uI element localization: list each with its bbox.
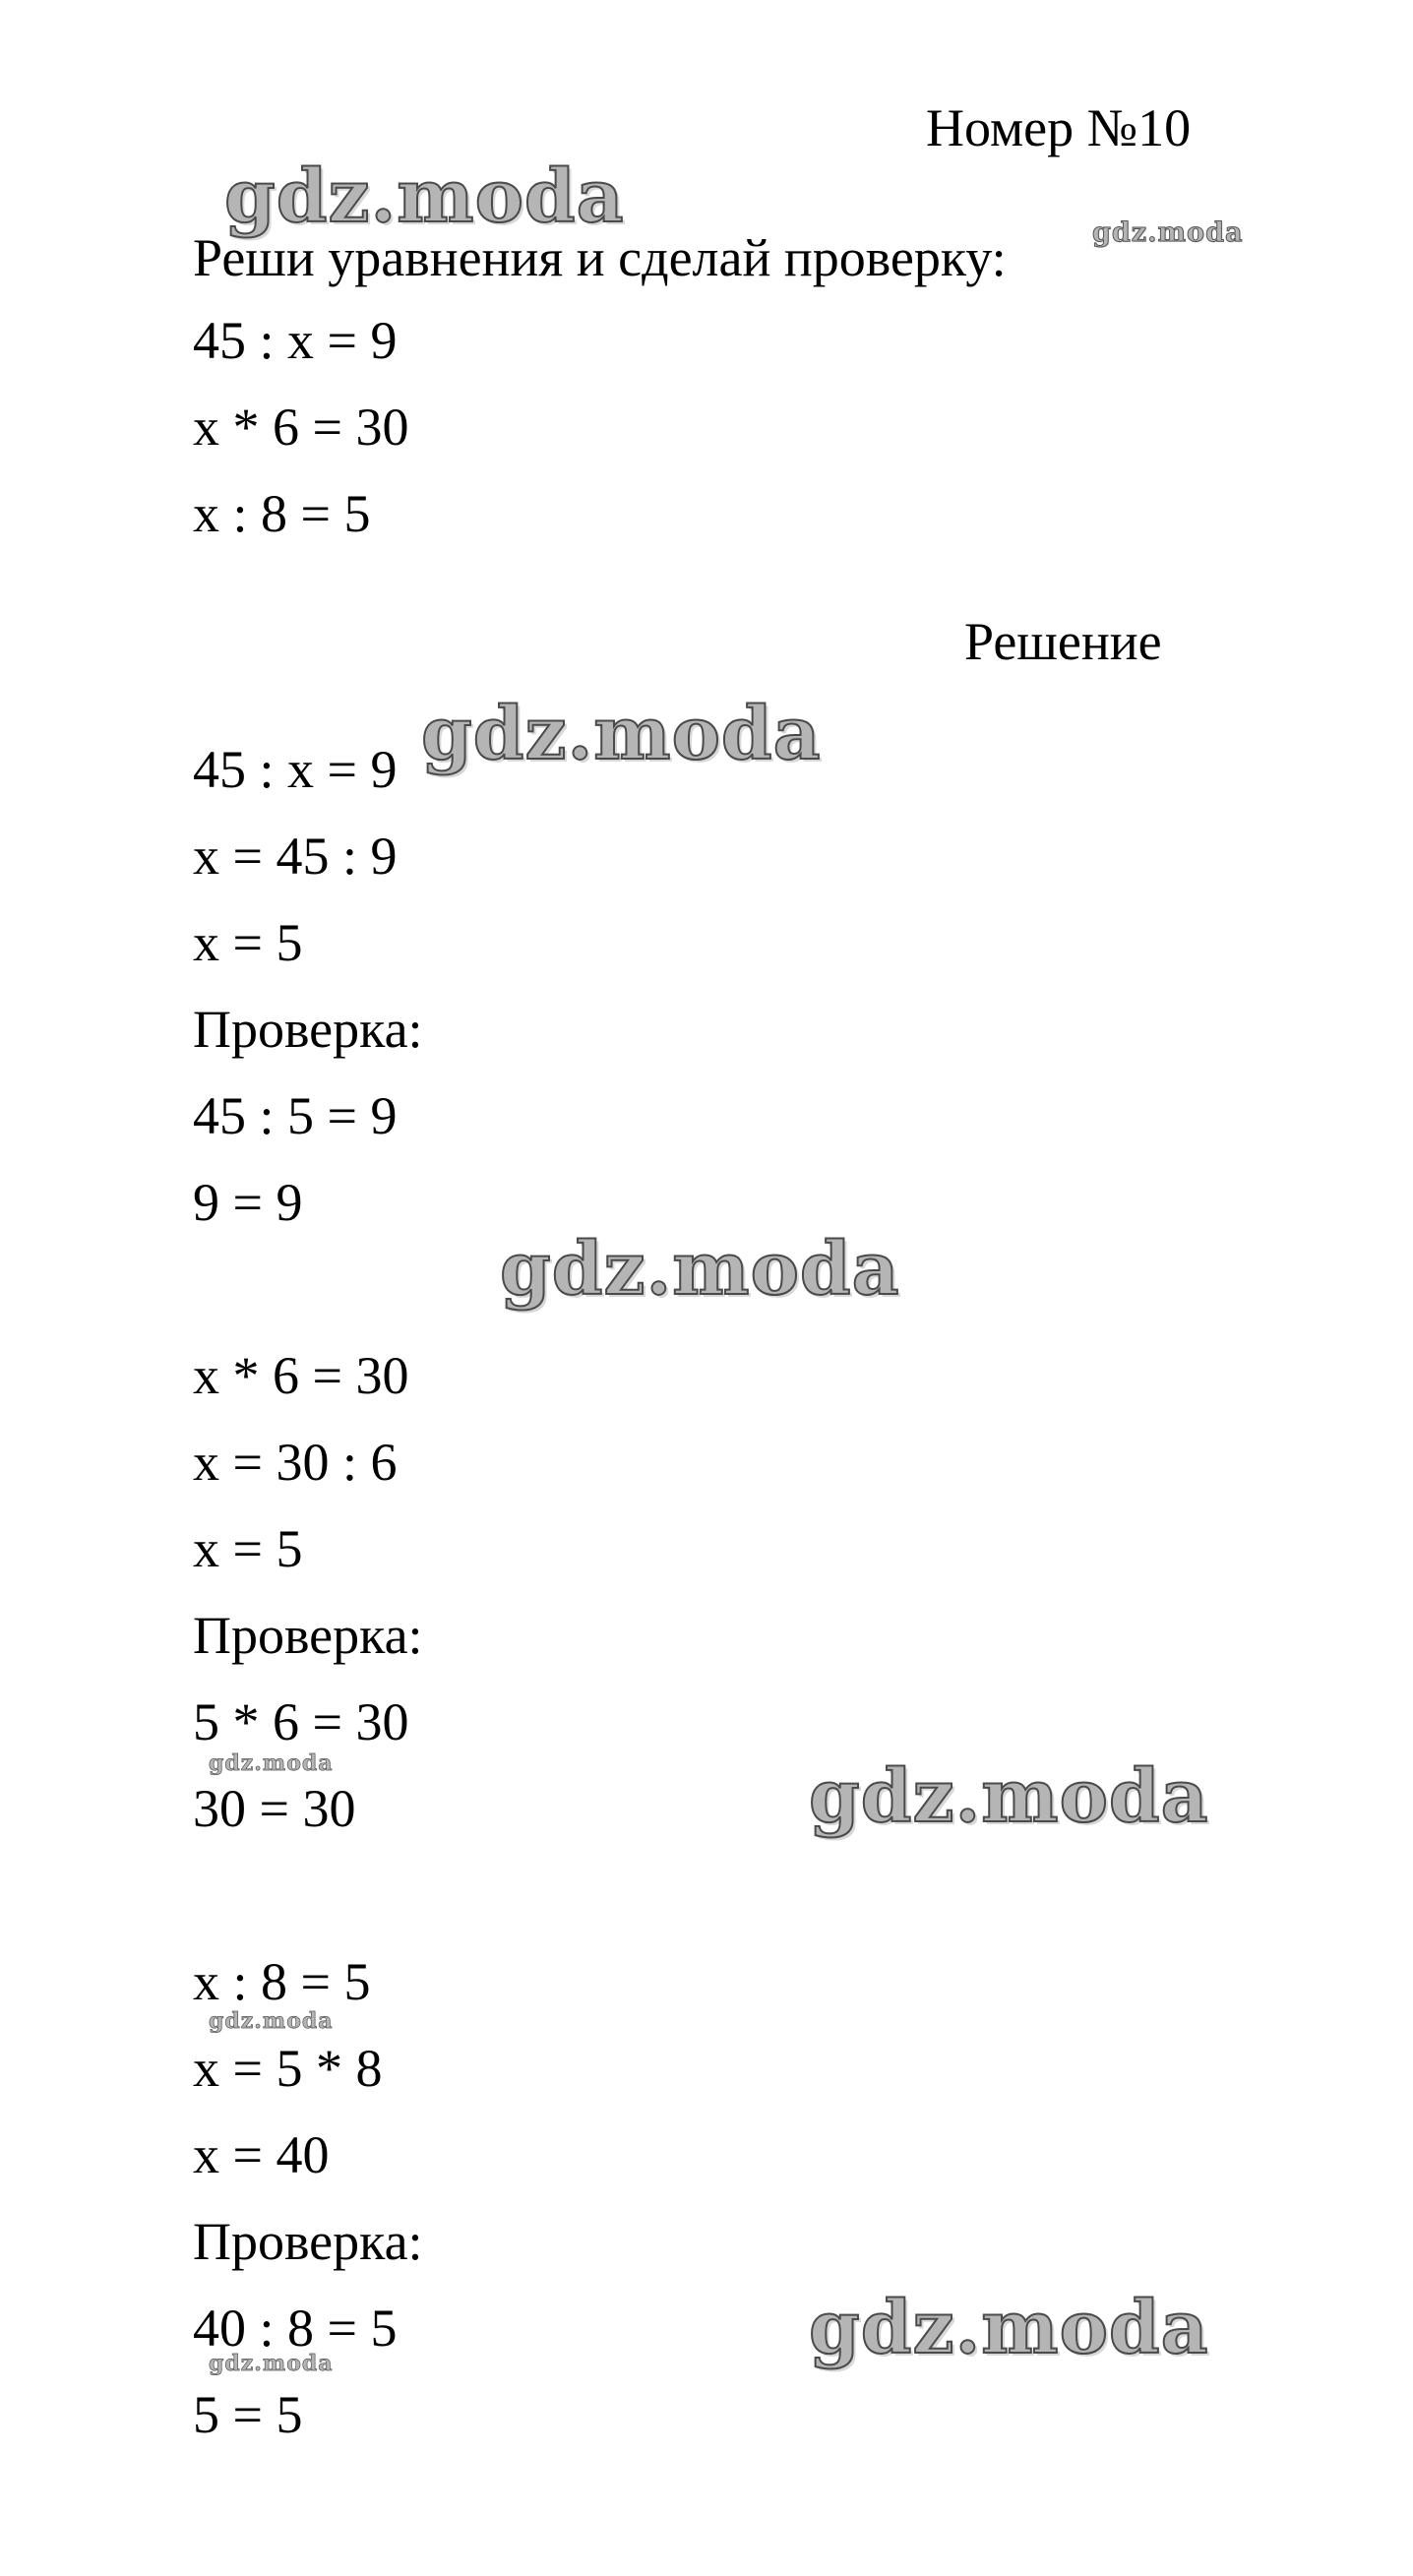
solution1-line: 9 = 9: [193, 1173, 303, 1232]
solution3-check-label: Проверка:: [193, 2212, 423, 2271]
solution3-line: 5 = 5: [193, 2385, 303, 2444]
watermark-logo: gdz.moda: [500, 1227, 900, 1312]
solution-title: Решение: [964, 612, 1162, 671]
solution1-line: x = 45 : 9: [193, 827, 398, 886]
solution2-line: x = 30 : 6: [193, 1433, 398, 1492]
solution2-line: 5 * 6 = 30: [193, 1692, 409, 1751]
solution3-line: x = 40: [193, 2125, 330, 2184]
equation-2: x * 6 = 30: [193, 398, 409, 457]
solution2-line: x = 5: [193, 1519, 303, 1578]
watermark-logo: gdz.moda: [209, 2351, 334, 2376]
watermark-logo: gdz.moda: [421, 692, 822, 776]
solution1-line: 45 : x = 9: [193, 740, 398, 799]
watermark-logo: gdz.moda: [224, 154, 625, 239]
solution2-line: x * 6 = 30: [193, 1346, 409, 1405]
solution2-line: 30 = 30: [193, 1779, 356, 1838]
watermark-logo: gdz.moda: [809, 1754, 1209, 1839]
equation-1: 45 : x = 9: [193, 311, 398, 370]
solution1-check-label: Проверка:: [193, 1000, 423, 1059]
solution3-line: x = 5 * 8: [193, 2039, 383, 2098]
task-text: Реши уравнения и сделай проверку:: [193, 228, 1007, 287]
watermark-logo: gdz.moda: [209, 1750, 334, 1776]
solution3-line: 40 : 8 = 5: [193, 2299, 398, 2358]
equation-3: x : 8 = 5: [193, 484, 371, 543]
solution2-check-label: Проверка:: [193, 1606, 423, 1665]
solution1-line: 45 : 5 = 9: [193, 1086, 398, 1145]
problem-number: Номер №10: [926, 98, 1192, 157]
solution3-line: x : 8 = 5: [193, 1952, 371, 2011]
solution1-line: x = 5: [193, 913, 303, 972]
watermark-logo: gdz.moda: [209, 2008, 334, 2034]
watermark-logo: gdz.moda: [1092, 217, 1244, 248]
watermark-logo: gdz.moda: [809, 2286, 1209, 2370]
